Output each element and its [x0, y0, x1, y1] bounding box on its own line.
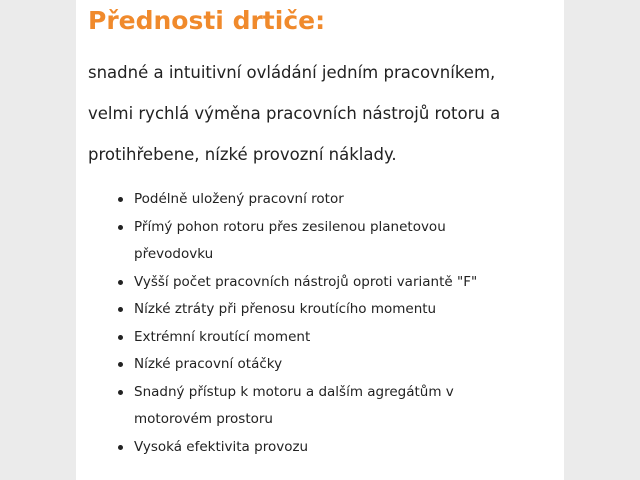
- bullet-icon: [118, 390, 123, 395]
- bullet-icon: [118, 445, 123, 450]
- feature-text: převodovku: [134, 246, 214, 262]
- bullet-icon: [118, 362, 123, 367]
- bullet-icon: [118, 280, 123, 285]
- feature-item: [118, 434, 528, 462]
- intro-line: protihřebene, nízké provozní náklady.: [88, 145, 397, 164]
- feature-text: Nízké pracovní otáčky: [134, 356, 283, 372]
- feature-text: Vyšší počet pracovních nástrojů oproti variantě "F": [134, 273, 478, 290]
- feature-text: Nízké ztráty při přenosu kroutícího momentu: [134, 301, 437, 317]
- section-heading: Přednosti drtiče:: [88, 6, 326, 35]
- content-page: [76, 0, 564, 480]
- feature-item: [118, 214, 528, 269]
- feature-text: Podélně uložený pracovní rotor: [134, 191, 344, 207]
- bullet-icon: [118, 197, 123, 202]
- feature-text: Přímý pohon rotoru přes zesilenou planetovou: [134, 218, 446, 235]
- feature-item: [118, 351, 528, 379]
- feature-text: motorovém prostoru: [134, 411, 273, 427]
- intro-line: velmi rychlá výměna pracovních nástrojů rotoru a: [88, 104, 501, 123]
- feature-text: Vysoká efektivita provozu: [134, 438, 309, 455]
- feature-text: Extrémní kroutící moment: [134, 328, 311, 345]
- feature-item: [118, 296, 528, 324]
- feature-item: [118, 186, 528, 214]
- feature-list: [118, 186, 528, 461]
- bullet-icon: [118, 335, 123, 340]
- bullet-icon: [118, 307, 123, 312]
- feature-item: [118, 269, 528, 297]
- feature-item: [118, 324, 528, 352]
- feature-text: Snadný přístup k motoru a dalším agregátům v: [134, 383, 454, 400]
- bullet-icon: [118, 225, 123, 230]
- intro-line: snadné a intuitivní ovládání jedním pracovníkem,: [88, 63, 496, 82]
- feature-item: [118, 379, 528, 434]
- intro-paragraph: [88, 52, 558, 175]
